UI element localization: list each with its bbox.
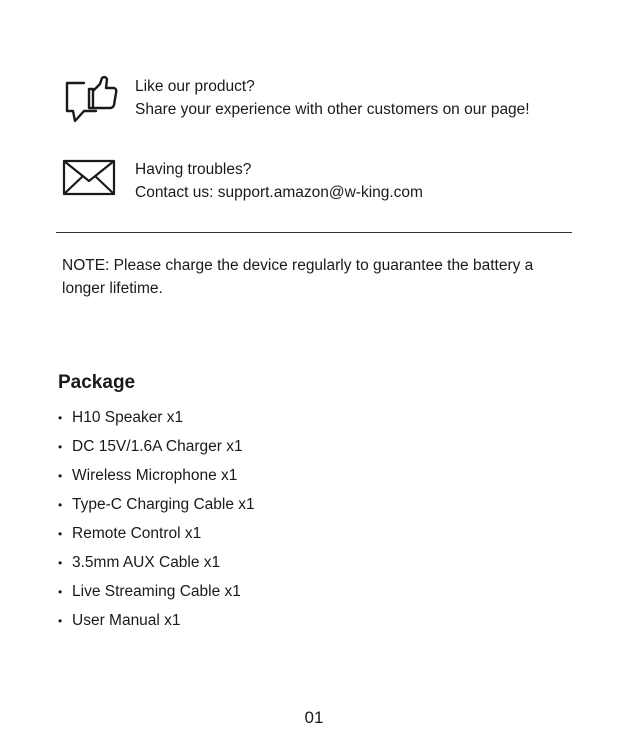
bullet-icon: • (58, 440, 63, 454)
bullet-icon: • (58, 556, 63, 570)
list-item: • Remote Control x1 (58, 522, 255, 551)
battery-note: NOTE: Please charge the device regularly to guarantee the battery a longer lifetime. (62, 257, 534, 297)
package-title: Package (58, 372, 136, 393)
contact-row (62, 157, 423, 209)
feedback-line-1: Like our product? (135, 78, 255, 95)
contact-line-2[interactable]: Contact us: support.amazon@w-king.com (135, 184, 423, 201)
thumbs-up-speech-bubble-icon (62, 75, 118, 127)
list-item: • 3.5mm AUX Cable x1 (58, 551, 255, 580)
envelope-icon (62, 157, 118, 209)
list-item: • Live Streaming Cable x1 (58, 580, 255, 609)
bullet-icon: • (58, 411, 63, 425)
bullet-icon: • (58, 585, 63, 599)
feedback-line-2: Share your experience with other customers on our page! (135, 101, 530, 118)
feedback-text (135, 75, 530, 121)
list-item: • Wireless Microphone x1 (58, 464, 255, 493)
page-number: 01 (304, 708, 324, 727)
section-divider (56, 232, 572, 233)
bullet-icon: • (58, 527, 63, 541)
list-item: • DC 15V/1.6A Charger x1 (58, 435, 255, 464)
bullet-icon: • (58, 614, 63, 628)
package-list (58, 406, 255, 638)
contact-line-1: Having troubles? (135, 161, 252, 178)
list-item: • User Manual x1 (58, 609, 255, 638)
feedback-row (62, 75, 530, 127)
bullet-icon: • (58, 469, 63, 483)
bullet-icon: • (58, 498, 63, 512)
list-item: • Type-C Charging Cable x1 (58, 493, 255, 522)
list-item: • H10 Speaker x1 (58, 406, 255, 435)
contact-text (135, 158, 423, 204)
